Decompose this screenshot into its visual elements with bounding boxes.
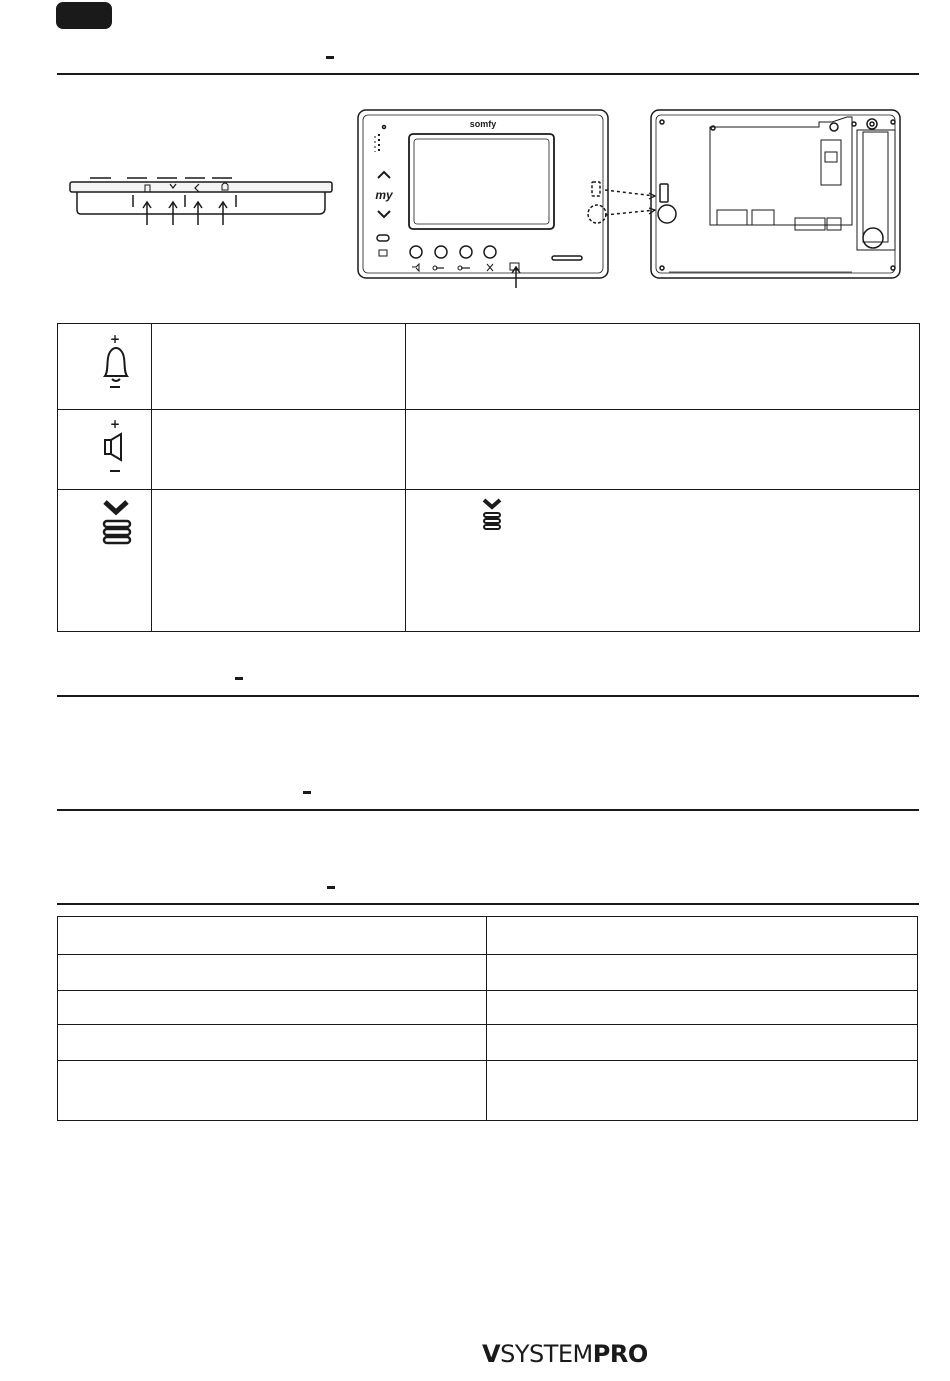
logo-system: SYSTEM — [500, 1340, 593, 1368]
logo-pro: PRO — [592, 1340, 648, 1368]
heading-dash — [327, 886, 335, 889]
spec-label-cell — [58, 917, 487, 955]
language-badge — [56, 2, 112, 29]
control-description-cell — [406, 324, 920, 410]
controls-table — [57, 323, 920, 632]
icon-cell — [58, 324, 152, 410]
back-view-figure — [651, 110, 900, 278]
control-description-cell — [406, 490, 920, 632]
section-2-heading — [57, 670, 357, 690]
front-view-figure — [358, 110, 655, 288]
section-4-divider — [57, 903, 919, 905]
table-row — [58, 917, 918, 955]
product-illustration — [57, 100, 920, 300]
section-1-heading — [57, 48, 357, 68]
section-1-divider — [57, 73, 919, 75]
spec-label-cell — [58, 1025, 487, 1061]
svg-text:+: + — [109, 332, 121, 346]
control-description-cell — [406, 410, 920, 490]
specifications-table — [57, 916, 918, 1121]
chevron-menu-inline-icon — [480, 498, 504, 534]
spec-value-cell — [487, 991, 918, 1025]
table-row — [58, 955, 918, 991]
svg-text:+: + — [109, 417, 121, 431]
icon-cell — [58, 490, 152, 632]
spec-value-cell — [487, 1061, 918, 1121]
side-view-figure — [70, 178, 332, 225]
footer-logo — [482, 1340, 648, 1368]
bell-plus-minus-icon — [58, 324, 151, 404]
section-3-divider — [57, 809, 919, 811]
control-name-cell — [152, 490, 406, 632]
table-row — [58, 1061, 918, 1121]
section-4-heading — [57, 879, 357, 899]
my-button-label: my — [375, 188, 393, 202]
table-row — [58, 991, 918, 1025]
section-3-heading — [57, 784, 357, 804]
logo-v: V — [482, 1340, 501, 1368]
table-row — [58, 410, 920, 490]
table-row — [58, 1025, 918, 1061]
spec-value-cell — [487, 917, 918, 955]
table-row — [58, 324, 920, 410]
spec-label-cell — [58, 1061, 487, 1121]
control-name-cell — [152, 410, 406, 490]
spec-value-cell — [487, 1025, 918, 1061]
speaker-plus-minus-icon — [58, 410, 151, 484]
heading-dash — [235, 677, 243, 680]
heading-dash — [326, 56, 334, 59]
table-row — [58, 490, 920, 632]
heading-dash — [303, 791, 311, 794]
spec-label-cell — [58, 955, 487, 991]
section-2-divider — [57, 695, 919, 697]
brand-logo: somfy — [469, 119, 497, 129]
control-name-cell — [152, 324, 406, 410]
spec-value-cell — [487, 955, 918, 991]
spec-label-cell — [58, 991, 487, 1025]
icon-cell — [58, 410, 152, 490]
chevron-menu-icon — [58, 490, 151, 626]
